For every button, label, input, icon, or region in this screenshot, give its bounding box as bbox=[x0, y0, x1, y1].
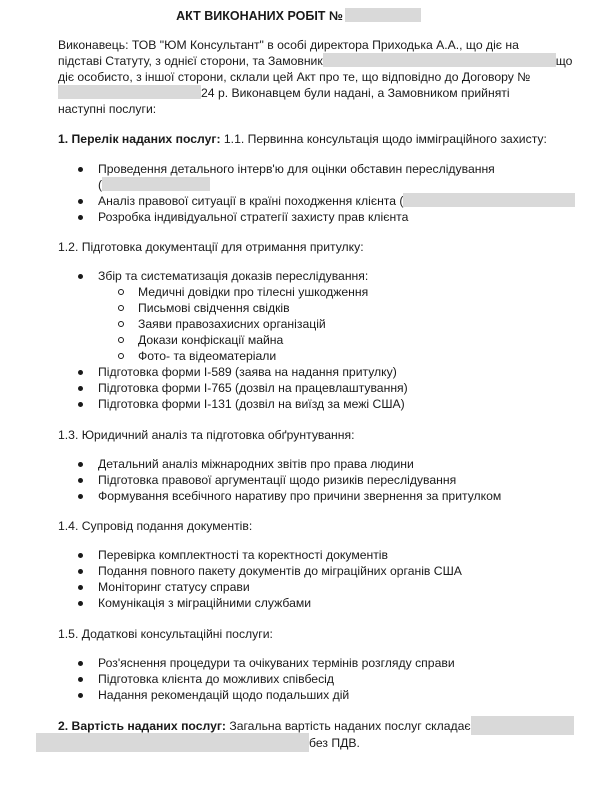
section-1-heading bbox=[58, 131, 547, 147]
sublist-item: Письмові свідчення свідків bbox=[138, 300, 568, 316]
redacted-country bbox=[403, 193, 575, 207]
list-item bbox=[98, 161, 568, 193]
list-item: Моніторинг статусу справи bbox=[98, 579, 568, 595]
list-item-text: Збір та систематизація доказів переслідування: bbox=[98, 269, 369, 283]
list-item-text: Аналіз правової ситуації в країні походження клієнта ( bbox=[98, 194, 404, 208]
section-1-4-list bbox=[98, 547, 568, 611]
intro-paragraph bbox=[58, 37, 573, 117]
redacted-amount bbox=[471, 716, 574, 735]
section-2-text: Загальна вартість наданих послуг складає bbox=[225, 719, 471, 733]
list-item: Роз'яснення процедури та очікуваних термінів розгляду справи bbox=[98, 655, 568, 671]
section-1-1-list bbox=[98, 161, 568, 225]
sublist-item: Медичні довідки про тілесні ушкодження bbox=[138, 284, 568, 300]
list-item: Подання повного пакету документів до міграційних органів США bbox=[98, 563, 568, 579]
intro-line-3: діє особисто, з іншої сторони, склали цей Акт про те, що відповідно до Договору № bbox=[58, 70, 531, 84]
list-item: Перевірка комплектності та коректності документів bbox=[98, 547, 568, 563]
section-1-3-heading: 1.3. Юридичний аналіз та підготовка обґрунтування: bbox=[58, 428, 355, 442]
sublist-item: Заяви правозахисних організацій bbox=[138, 316, 568, 332]
list-item: Детальний аналіз міжнародних звітів про права людини bbox=[98, 456, 568, 472]
list-item: Комунікація з міграційними службами bbox=[98, 595, 568, 611]
act-title-text: АКТ ВИКОНАНИХ РОБІТ № bbox=[176, 9, 343, 23]
list-item-text: Проведення детального інтерв'ю для оцінки обставин переслідування bbox=[98, 162, 495, 176]
redacted-circumstances bbox=[102, 177, 210, 191]
list-item: Підготовка форми I-765 (дозвіл на працевлаштування) bbox=[98, 380, 568, 396]
section-2-line-2 bbox=[36, 733, 360, 752]
section-1-2-heading: 1.2. Підготовка документації для отримання притулку: bbox=[58, 240, 364, 254]
list-item: Формування всебічного наративу про причини звернення за притулком bbox=[98, 488, 568, 504]
sublist-item: Докази конфіскації майна bbox=[138, 332, 568, 348]
evidence-sublist bbox=[98, 284, 568, 364]
section-1-5-heading: 1.5. Додаткові консультаційні послуги: bbox=[58, 627, 273, 641]
list-item: Підготовка форми I-589 (заява на надання притулку) bbox=[98, 364, 568, 380]
section-1-1-title: 1.1. Первинна консультація щодо імміграційного захисту: bbox=[220, 132, 547, 146]
list-item bbox=[98, 193, 568, 209]
intro-line-2b: що bbox=[555, 54, 573, 68]
intro-line-4-text: 24 р. Виконавцем були надані, а Замовником прийняті bbox=[201, 86, 510, 100]
list-item: Надання рекомендацій щодо подальших дій bbox=[98, 687, 568, 703]
redacted-contract-details bbox=[58, 85, 201, 99]
redacted-amount-words bbox=[36, 733, 309, 752]
act-title bbox=[0, 8, 597, 23]
list-item: Підготовка правової аргументації щодо ризиків переслідування bbox=[98, 472, 568, 488]
section-1-3-list bbox=[98, 456, 568, 504]
section-2-title: 2. Вартість наданих послуг: bbox=[58, 719, 226, 733]
sublist-item: Фото- та відеоматеріали bbox=[138, 348, 568, 364]
list-item-text: Розробка індивідуальної стратегії захисту прав клієнта bbox=[98, 210, 409, 224]
redacted-client-name bbox=[323, 53, 556, 67]
intro-line-1: Виконавець: ТОВ "ЮМ Консультант" в особі директора Приходька А.А., що діє на bbox=[58, 38, 519, 52]
redacted-act-number bbox=[345, 8, 421, 22]
list-item: Підготовка клієнта до можливих співбесід bbox=[98, 671, 568, 687]
list-item-text: ( bbox=[98, 178, 103, 192]
section-1-title: 1. Перелік наданих послуг: bbox=[58, 132, 221, 146]
section-1-4-heading: 1.4. Супровід подання документів: bbox=[58, 519, 253, 533]
intro-line-4 bbox=[58, 85, 544, 101]
intro-line-2a: підставі Статуту, з однієї сторони, та Замовник bbox=[58, 54, 323, 68]
intro-line-2 bbox=[58, 53, 573, 69]
list-item bbox=[98, 268, 568, 364]
intro-line-5: наступні послуги: bbox=[58, 102, 157, 116]
list-item bbox=[98, 209, 568, 225]
section-1-2-list bbox=[98, 268, 568, 412]
list-item: Підготовка форми I-131 (дозвіл на виїзд за межі США) bbox=[98, 396, 568, 412]
section-1-5-list bbox=[98, 655, 568, 703]
vat-note: без ПДВ. bbox=[309, 736, 360, 750]
